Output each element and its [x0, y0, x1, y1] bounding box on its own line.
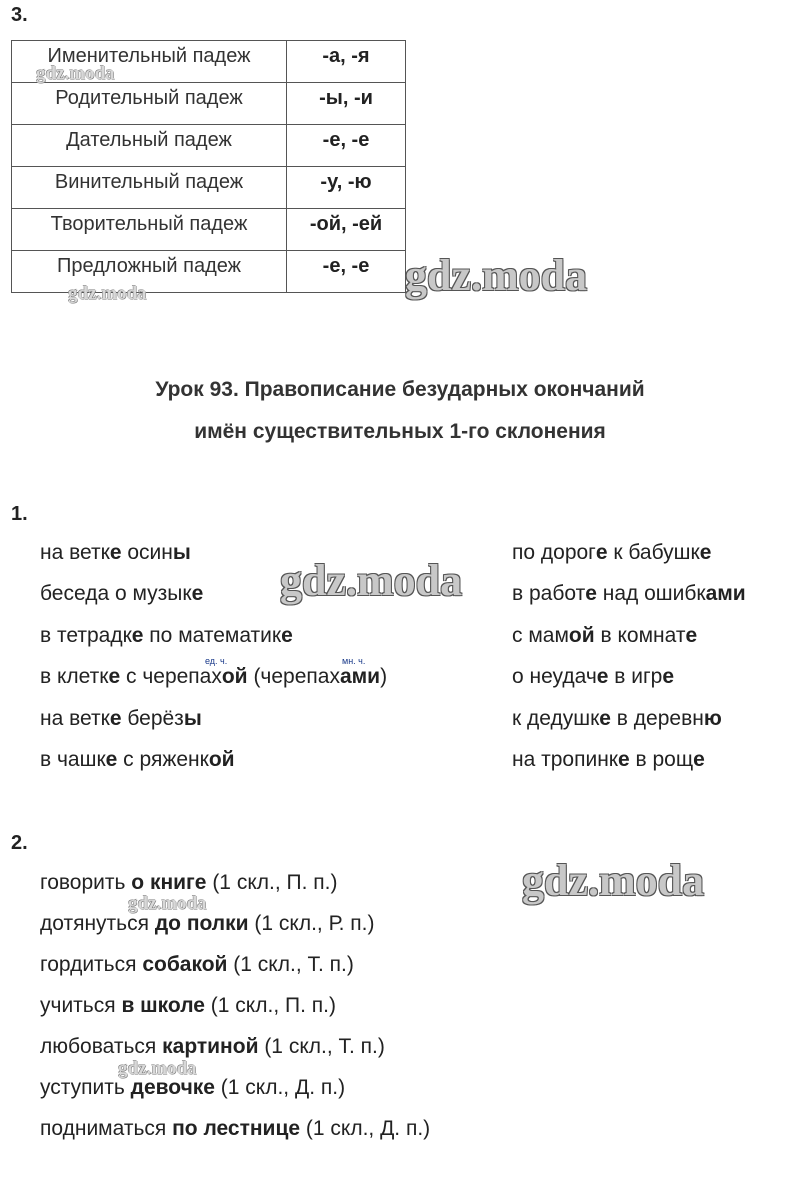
case-name: Винительный падеж: [12, 167, 287, 209]
phrase-right: с мамой в комнате: [512, 623, 698, 647]
phrase-right: о неудаче в игре: [512, 665, 675, 689]
phrase-line: подниматься по лестнице (1 скл., Д. п.): [40, 1117, 431, 1140]
watermark-logo: gdz.moda: [36, 63, 115, 84]
note-plural: мн. ч.: [342, 656, 366, 666]
phrase-left: в чашке с ряженкой: [40, 748, 235, 771]
case-ending: -ой, -ей: [287, 209, 406, 251]
phrase-left: на ветке берёзы: [40, 706, 202, 730]
case-ending: -е, -е: [287, 125, 406, 167]
watermark-logo: gdz.moda: [280, 556, 463, 605]
exercise-3-number: 3.: [11, 4, 28, 26]
phrase-line: дотянуться до полки (1 скл., Р. п.): [40, 912, 375, 935]
watermark-logo: gdz.moda: [128, 893, 207, 914]
phrase-left: беседа о музыке: [40, 582, 204, 606]
phrase-right: на тропинке в роще: [512, 748, 705, 771]
note-singular: ед. ч.: [205, 656, 228, 666]
case-name: Творительный падеж: [12, 209, 287, 251]
phrase-right: в работе над ошибками: [512, 582, 746, 606]
case-name: Именительный падеж: [12, 41, 287, 83]
case-row: [12, 125, 406, 167]
phrase-left: в клетке с черепахой (черепахами): [40, 665, 388, 689]
exercise-1-number: 1.: [11, 503, 28, 525]
phrase-line: любоваться картиной (1 скл., Т. п.): [40, 1035, 385, 1058]
case-row: [12, 83, 406, 125]
phrase-line: уступить девочке (1 скл., Д. п.): [40, 1076, 346, 1099]
case-row: [12, 209, 406, 251]
watermark-logo: gdz.moda: [405, 251, 588, 300]
watermark-logo: gdz.moda: [118, 1058, 197, 1079]
case-ending: -е, -е: [287, 251, 406, 293]
watermark-logo: gdz.moda: [68, 283, 147, 304]
case-ending: -а, -я: [287, 41, 406, 83]
exercise-2-number: 2.: [11, 832, 28, 854]
lesson-title-line-2: имён существительных 1-го склонения: [194, 420, 606, 443]
phrase-line: гордиться собакой (1 скл., Т. п.): [40, 953, 354, 976]
lesson-title-line-1: Урок 93. Правописание безударных окончаний: [155, 378, 645, 401]
phrase-line: говорить о книге (1 скл., П. п.): [40, 871, 338, 894]
phrase-line: учиться в школе (1 скл., П. п.): [40, 994, 336, 1017]
phrase-right: по дороге к бабушке: [512, 541, 712, 564]
case-name: Предложный падеж: [12, 251, 287, 293]
case-row: [12, 167, 406, 209]
case-name: Дательный падеж: [12, 125, 287, 167]
phrase-left: на ветке осины: [40, 541, 191, 564]
phrase-right: к дедушке в деревню: [512, 706, 722, 730]
case-ending: -ы, -и: [287, 83, 406, 125]
case-ending: -у, -ю: [287, 167, 406, 209]
phrase-left: в тетрадке по математике: [40, 623, 293, 647]
case-name: Родительный падеж: [12, 83, 287, 125]
watermark-logo: gdz.moda: [522, 856, 705, 905]
